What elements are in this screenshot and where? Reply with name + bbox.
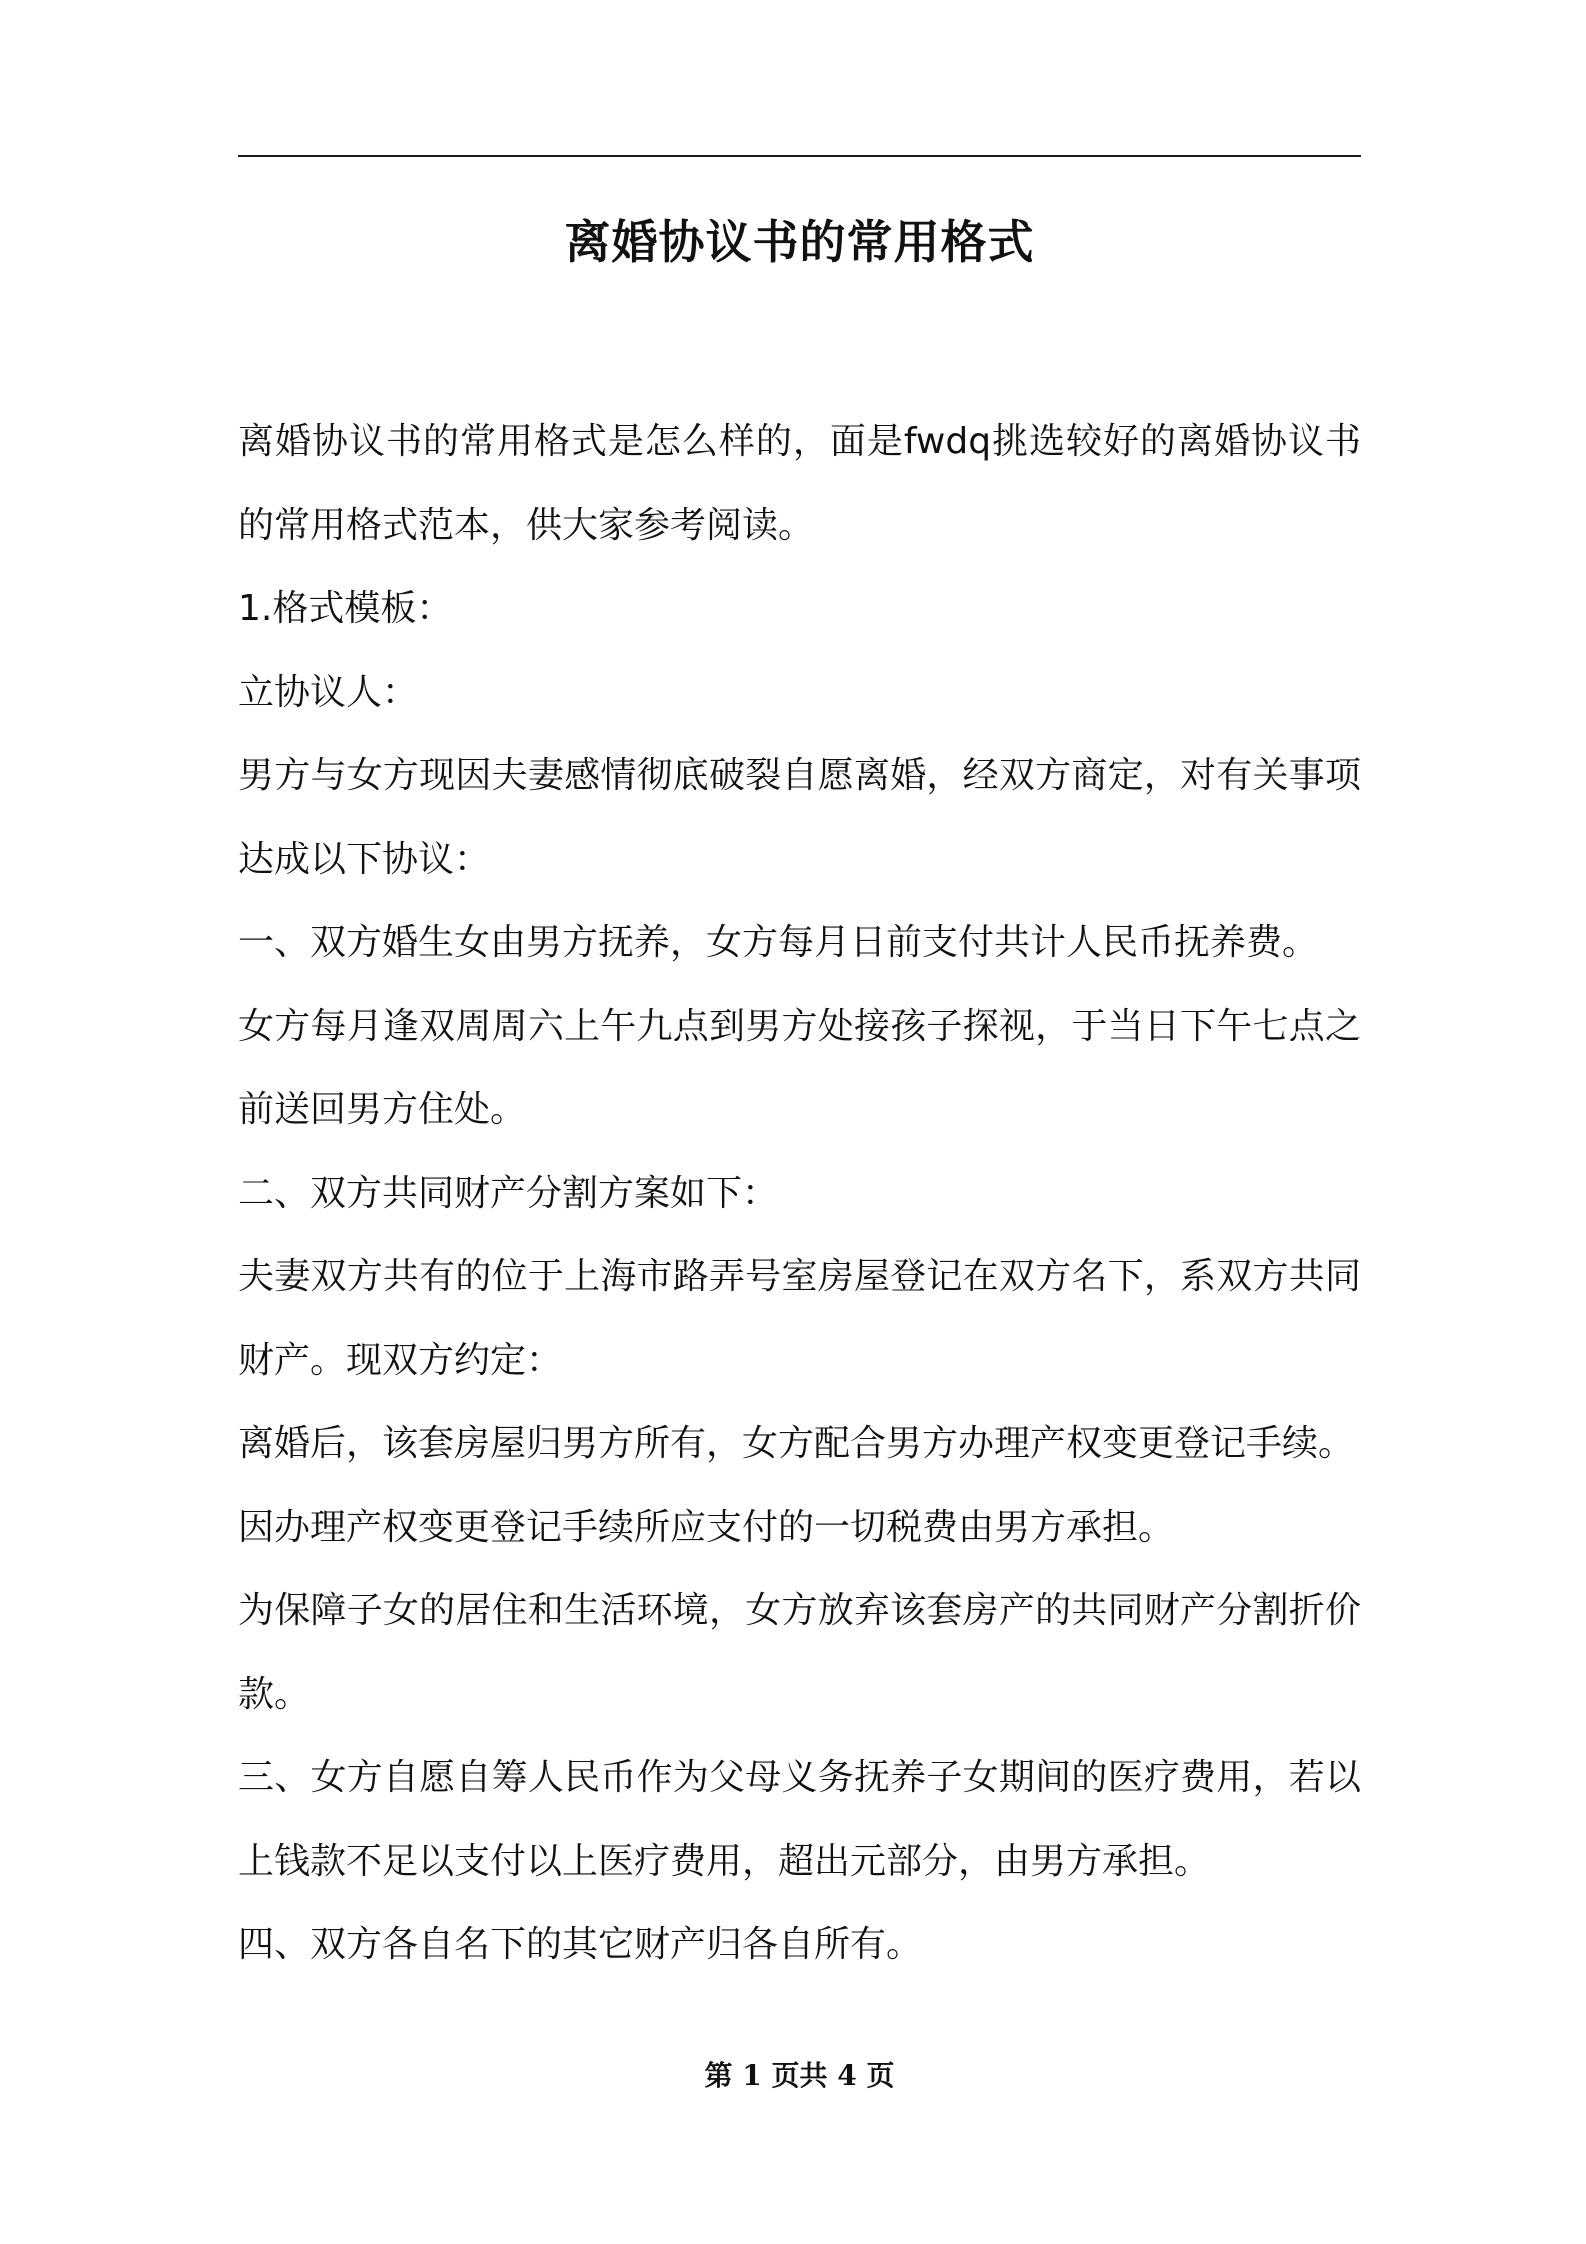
header-rule [238,155,1361,157]
visitation-paragraph: 女方每月逢双周周六上午九点到男方处接孩子探视，于当日下午七点之前送回男方住处。 [238,1005,1361,1130]
footer-prefix: 第 [704,2059,733,2092]
preamble-paragraph: 男方与女方现因夫妻感情彻底破裂自愿离婚，经双方商定，对有关事项达成以下协议： [238,755,1361,880]
house-ownership-paragraph: 离婚后，该套房屋归男方所有，女方配合男方办理产权变更登记手续。 [238,1423,1355,1464]
tax-paragraph: 因办理产权变更登记手续所应支付的一切税费由男方承担。 [238,1506,1175,1548]
property-paragraph: 夫妻双方共有的位于上海市路弄号室房屋登记在双方名下，系双方共同财产。现双方约定： [238,1256,1361,1381]
waiver-paragraph: 为保障子女的居住和生活环境，女方放弃该套房产的共同财产分割折价款。 [238,1590,1361,1715]
current-page-number: 1 [742,2059,762,2092]
clause-one-paragraph: 一、双方婚生女由男方抚养，女方每月日前支付共计人民币抚养费。 [238,922,1319,963]
template-heading: 1.格式模板： [238,588,453,629]
clause-four-paragraph: 四、双方各自名下的其它财产归各自所有。 [238,1924,923,1965]
footer-middle: 页共 [771,2059,828,2092]
page-number-footer [238,2056,1361,2096]
parties-line: 立协议人： [238,671,419,713]
document-body [238,400,1361,1987]
document-title: 离婚协议书的常用格式 [564,215,1035,269]
total-page-count: 4 [837,2059,857,2092]
clause-two-heading: 二、双方共同财产分割方案如下： [238,1172,779,1214]
footer-suffix: 页 [866,2059,895,2092]
intro-paragraph: 离婚协议书的常用格式是怎么样的，面是fwdq挑选较好的离婚协议书的常用格式范本，供大家参考阅读。 [238,421,1361,546]
clause-three-paragraph: 三、女方自愿自筹人民币作为父母义务抚养子女期间的医疗费用，若以上钱款不足以支付以上医疗费用，超出元部分，由男方承担。 [238,1757,1361,1882]
